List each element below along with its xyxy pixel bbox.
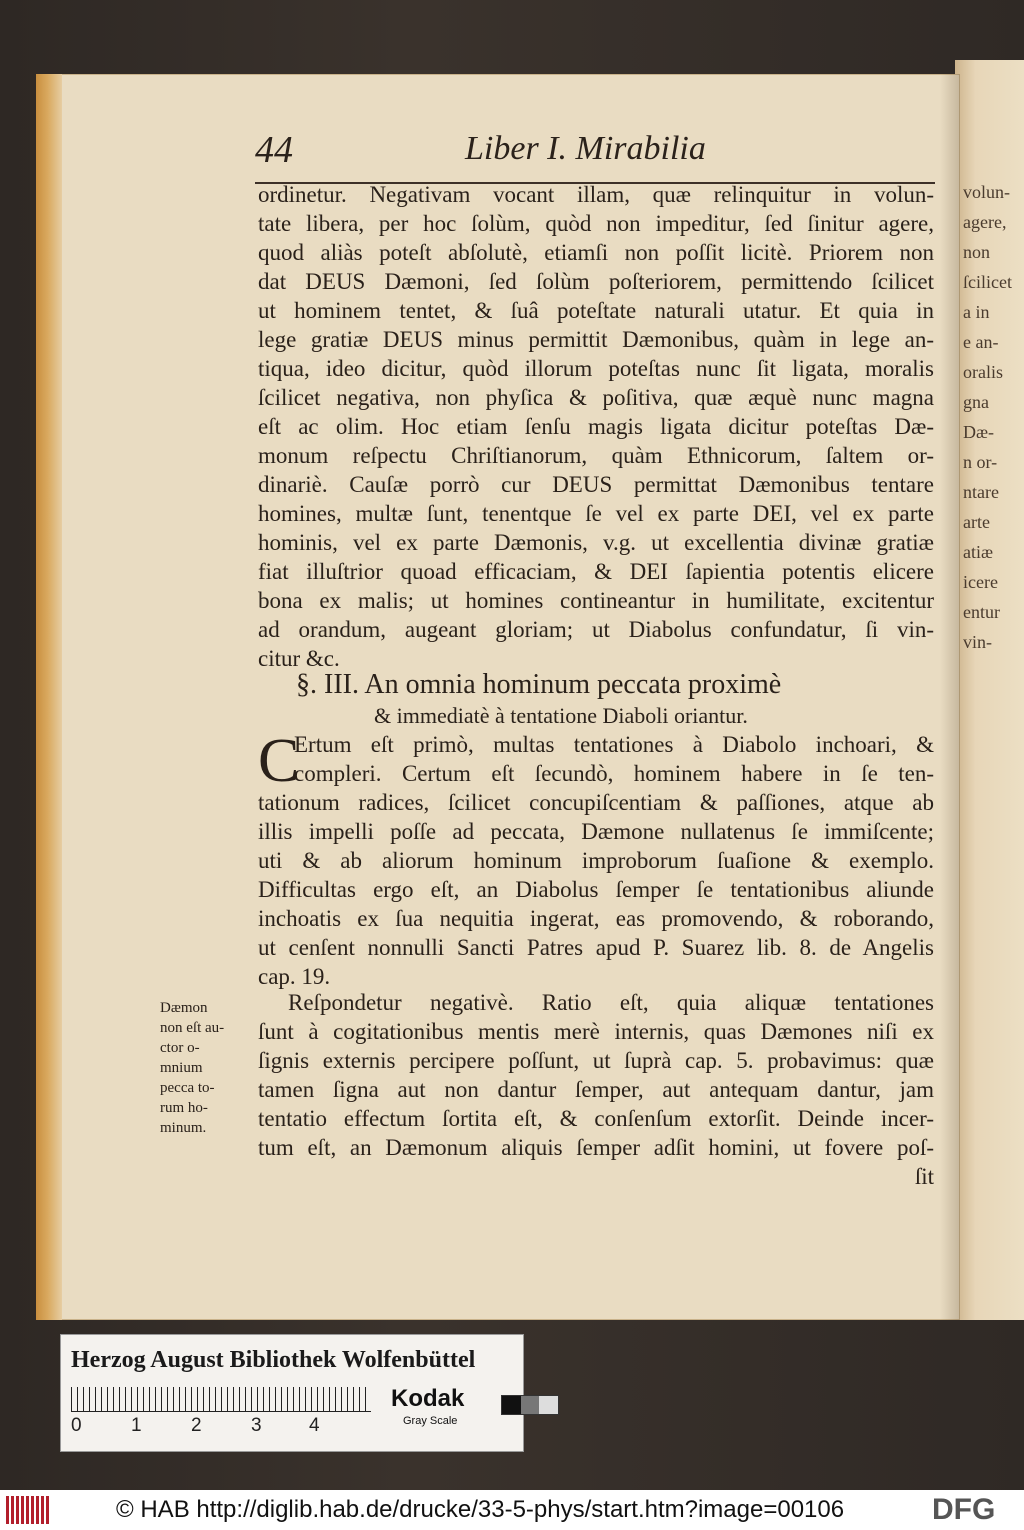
text-line: illis impelli poſſe ad peccata, Dæmone nullatenus ſe immiſcente; <box>258 819 934 844</box>
facing-page-fragment: agere, <box>963 212 1007 232</box>
footer-credit-link[interactable]: © HAB http://diglib.hab.de/drucke/33-5-phys/start.htm?image=00106 <box>116 1496 845 1523</box>
text-line: Ertum eſt primò, multas tentationes à Diabolo inchoari, & <box>294 732 934 757</box>
facing-page-fragment: icere <box>963 572 998 592</box>
running-head: Liber I. Mirabilia <box>465 130 706 167</box>
gray-swatches <box>501 1395 559 1415</box>
ruler-number: 0 <box>71 1415 82 1436</box>
text-line: ordinetur. Negativam vocant illam, quæ relinquitur in volun- <box>258 182 934 207</box>
text-line: Difficultas ergo eſt, an Diabolus ſemper ſe tentationibus aliunde <box>258 877 934 902</box>
library-name: Herzog August Bibliothek Wolfenbüttel <box>71 1347 476 1373</box>
ruler-number: 1 <box>131 1415 142 1436</box>
facing-page-fragment: vin- <box>963 632 992 652</box>
text-line: ſunt à cogitationibus mentis merè internis, quas Dæmones niſi ex <box>258 1019 934 1044</box>
text-line: tiqua, ideo dicitur, quòd illorum poteſtas nunc ſit ligata, moralis <box>258 356 934 381</box>
text-line: quod aliàs poteſt abſolutè, etiamſi non poſſit licitè. Priorem non <box>258 240 934 265</box>
text-line: eſt ac olim. Hoc etiam ſenſu magis ligata dicitur poteſtas Dæ- <box>258 414 934 439</box>
text-line: tentatio effectum ſortita eſt, & conſenſum extorſit. Deinde incer- <box>258 1106 934 1131</box>
text-line: ſignis externis percipere poſſunt, ut ſuprà cap. 5. probavimus: quæ <box>258 1048 934 1073</box>
section-heading-line-2: & immediatè à tentatione Diaboli oriantur. <box>374 703 748 728</box>
facing-page-fragment: oralis <box>963 362 1003 382</box>
text-line: homines, multæ ſunt, tenentque ſe vel ex parte DEI, vel ex parte <box>258 501 934 526</box>
facing-page-fragment: non <box>963 242 990 262</box>
text-line: dinariè. Cauſæ porrò cur DEUS permittat Dæmonibus tentare <box>258 472 934 497</box>
margin-note-line: mnium <box>160 1060 203 1076</box>
ruler-numbers <box>71 1415 371 1441</box>
text-line: ut cenſent nonnulli Sancti Patres apud P. Suarez lib. 8. de Angelis <box>258 935 934 960</box>
marginal-note <box>160 998 260 1138</box>
margin-note-line: pecca to- <box>160 1080 215 1096</box>
catchword: ſit <box>914 1164 934 1189</box>
color-target-card <box>60 1334 524 1452</box>
text-line: hominis, vel ex parte Dæmonis, v.g. ut excellentia divinæ gratiæ <box>258 530 934 555</box>
text-line: lege gratiæ DEUS minus permittit Dæmonibus, quàm in lege an- <box>258 327 934 352</box>
text-line: dat DEUS Dæmoni, ſed ſolùm poſteriorem, permittendo ſcilicet <box>258 269 934 294</box>
text-line: Reſpondetur negativè. Ratio eſt, quia aliquæ tentationes <box>288 990 934 1015</box>
footer-bar <box>0 1490 1024 1530</box>
hab-logo-icon <box>6 1496 50 1524</box>
text-line: tate libera, per hoc ſolùm, quòd non impeditur, ſed ſinitur agere, <box>258 211 934 236</box>
section-heading <box>296 668 936 730</box>
gray-scale-label: Gray Scale <box>403 1415 458 1427</box>
swatch-light <box>539 1396 558 1414</box>
text-line: monum reſpectu Chriſtianorum, quàm Ethnicorum, ſaltem or- <box>258 443 934 468</box>
text-line: uti & ab aliorum hominum improborum ſuaſione & exemplo. <box>258 848 934 873</box>
margin-note-line: minum. <box>160 1120 207 1136</box>
swatch-gray <box>521 1396 540 1414</box>
margin-note-line: Dæmon <box>160 1000 208 1016</box>
margin-note-line: ctor o- <box>160 1040 200 1056</box>
text-line: tationum radices, ſcilicet concupiſcentiam & paſſiones, atque ab <box>258 790 934 815</box>
text-line: tum eſt, an Dæmonum aliquis ſemper adſit homini, ut fovere poſ- <box>258 1135 934 1160</box>
text-line: tamen ſigna aut non dantur ſemper, aut antequam dantur, jam <box>258 1077 934 1102</box>
ruler-number: 3 <box>251 1415 262 1436</box>
page-header <box>255 128 935 184</box>
paragraph-2 <box>258 727 934 991</box>
text-line: inchoatis ex ſua nequitia ingerat, eas promovendo, & roborando, <box>258 906 934 931</box>
margin-note-line: rum ho- <box>160 1100 208 1116</box>
text-line: compleri. Certum eſt ſecundò, hominem habere in ſe ten- <box>294 761 934 786</box>
text-line: ad orandum, augeant gloriam; ut Diabolus confundatur, ſi vin- <box>258 617 934 642</box>
scale-ruler <box>71 1387 371 1412</box>
facing-page-fragment: Dæ- <box>963 422 994 442</box>
ruler-number: 4 <box>309 1415 320 1436</box>
page-edge <box>36 74 62 1320</box>
kodak-logo: Kodak <box>391 1385 465 1412</box>
facing-page-fragment: atiæ <box>963 542 993 562</box>
facing-page-fragment: entur <box>963 602 1000 622</box>
text-line: fiat illuſtrior quoad efficaciam, & DEI ſapientia potentis elicere <box>258 559 934 584</box>
text-line: bona ex malis; ut homines contineantur in humilitate, excitentur <box>258 588 934 613</box>
gutter-shadow <box>940 74 960 1320</box>
facing-page-fragment: ntare <box>963 482 999 502</box>
paragraph-1 <box>258 180 934 673</box>
facing-page-fragment: arte <box>963 512 990 532</box>
text-line: cap. 19. <box>258 964 331 989</box>
drop-capital: C <box>258 727 300 795</box>
text-line: ſcilicet negativa, non phyſica & poſitiva, quæ æquè nunc magna <box>258 385 934 410</box>
facing-page-fragment: e an- <box>963 332 999 352</box>
text-line: ut hominem tentet, & ſuâ poteſtate naturali utatur. Et quia in <box>258 298 934 323</box>
section-heading-line-1: §. III. An omnia hominum peccata proximè <box>296 669 782 700</box>
facing-page-fragment: gna <box>963 392 989 412</box>
facing-page-fragment: ſcilicet <box>963 272 1012 292</box>
text-line: citur &c. <box>258 646 340 671</box>
swatch-black <box>502 1396 521 1414</box>
margin-note-line: non eſt au- <box>160 1020 225 1036</box>
facing-page-fragment: volun- <box>963 182 1010 202</box>
dfg-logo: DFG <box>932 1493 996 1526</box>
folio-number: 44 <box>255 129 293 171</box>
facing-page-fragment: a in <box>963 302 990 322</box>
facing-page-fragment: n or- <box>963 452 998 472</box>
facing-page <box>955 60 1024 1320</box>
paragraph-3 <box>258 988 934 1191</box>
ruler-number: 2 <box>191 1415 202 1436</box>
